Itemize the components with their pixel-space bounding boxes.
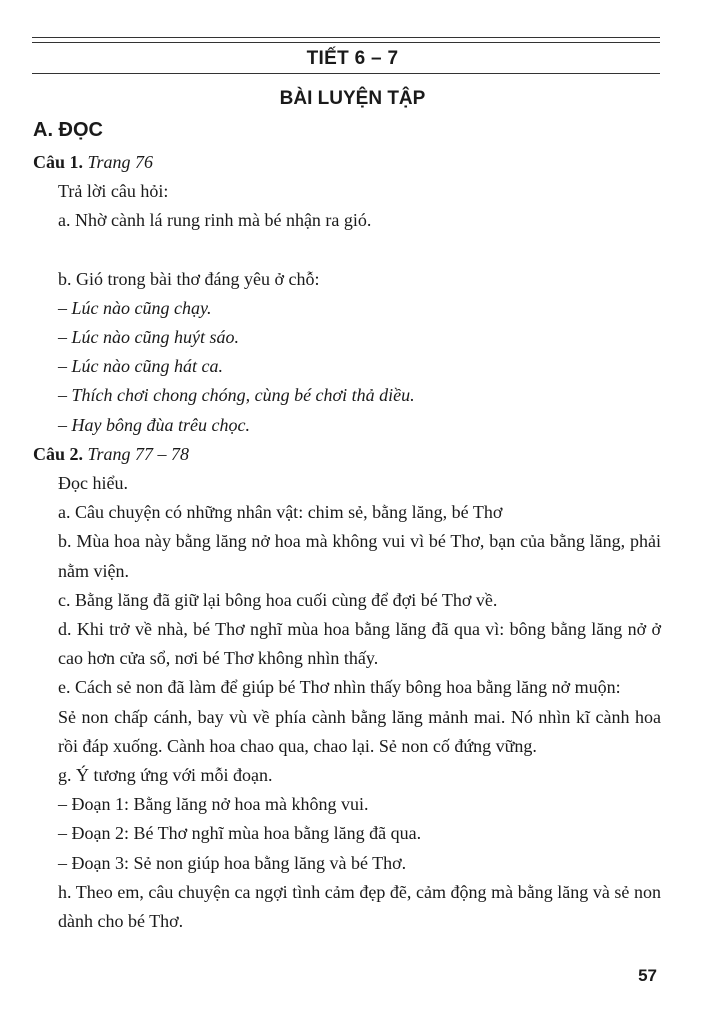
question-1-heading <box>33 148 661 177</box>
question-1-page-ref: Trang 76 <box>87 152 154 172</box>
answer-c: c. Bằng lăng đã giữ lại bông hoa cuối cùng để đợi bé Thơ về. <box>58 589 498 610</box>
answer-e: e. Cách sẻ non đã làm để giúp bé Thơ nhìn thấy bông hoa bằng lăng nở muộn: <box>58 677 621 698</box>
question-2-page-ref: Trang 77 – 78 <box>87 443 190 464</box>
list-item: – Thích chơi chong chóng, cùng bé chơi thả diều. <box>58 385 415 406</box>
list-item: – Đoạn 2: Bé Thơ nghĩ mùa hoa bằng lăng đã qua. <box>58 823 422 844</box>
answer-b: b. Mùa hoa này bằng lăng nở hoa mà không vui vì bé Thơ, bạn của bằng lăng, phải nằm viện. <box>58 531 661 581</box>
header-rule-lower <box>32 73 660 74</box>
list-item: – Hay bông đùa trêu chọc. <box>58 414 250 435</box>
question-1-intro: Trả lời câu hỏi: <box>58 181 169 202</box>
answer-a: a. Câu chuyện có những nhân vật: chim sẻ, bằng lăng, bé Thơ <box>58 502 503 523</box>
blank-line <box>33 236 661 265</box>
header-rule-upper <box>32 42 660 43</box>
question-2-intro: Đọc hiểu. <box>58 473 128 494</box>
question-1-answer-b: b. Gió trong bài thơ đáng yêu ở chỗ: <box>58 268 320 289</box>
question-2-label: Câu 2. <box>33 443 84 464</box>
answer-h: h. Theo em, câu chuyện ca ngợi tình cảm đẹp đẽ, cảm động mà bằng lăng và sẻ non dành cho bé Thơ. <box>58 881 661 932</box>
answer-e-detail: Sẻ non chấp cánh, bay vù về phía cành bằng lăng mảnh mai. Nó nhìn kĩ cành hoa rồi đáp xuống. Cành hoa chao qua, chao lại. Sẻ non cố đứng vững. <box>58 706 661 756</box>
question-1-answer-a: a. Nhờ cành lá rung rinh mà bé nhận ra gió. <box>58 210 372 231</box>
answer-g: g. Ý tương ứng với mỗi đoạn. <box>58 765 273 786</box>
list-item: – Lúc nào cũng huýt sáo. <box>58 327 239 348</box>
list-item: – Đoạn 3: Sẻ non giúp hoa bằng lăng và bé Thơ. <box>58 852 407 873</box>
list-item: – Đoạn 1: Bằng lăng nở hoa mà không vui. <box>58 794 369 815</box>
section-heading-doc: A. ĐỌC <box>33 119 103 141</box>
list-item: – Lúc nào cũng chạy. <box>58 297 212 318</box>
answer-d: d. Khi trở về nhà, bé Thơ nghĩ mùa hoa bằng lăng đã qua vì: bông bằng lăng nở ở cao hơn cửa sổ, nơi bé Thơ không nhìn thấy. <box>58 619 661 669</box>
page-content <box>33 148 661 936</box>
question-2-heading <box>33 440 661 469</box>
lesson-title: BÀI LUYỆN TẬP <box>279 88 426 109</box>
question-1-label: Câu 1. <box>33 152 84 172</box>
page-number: 57 <box>638 966 657 985</box>
top-rule <box>32 37 660 38</box>
list-item: – Lúc nào cũng hát ca. <box>58 356 223 377</box>
lesson-number: TIẾT 6 – 7 <box>306 48 399 69</box>
